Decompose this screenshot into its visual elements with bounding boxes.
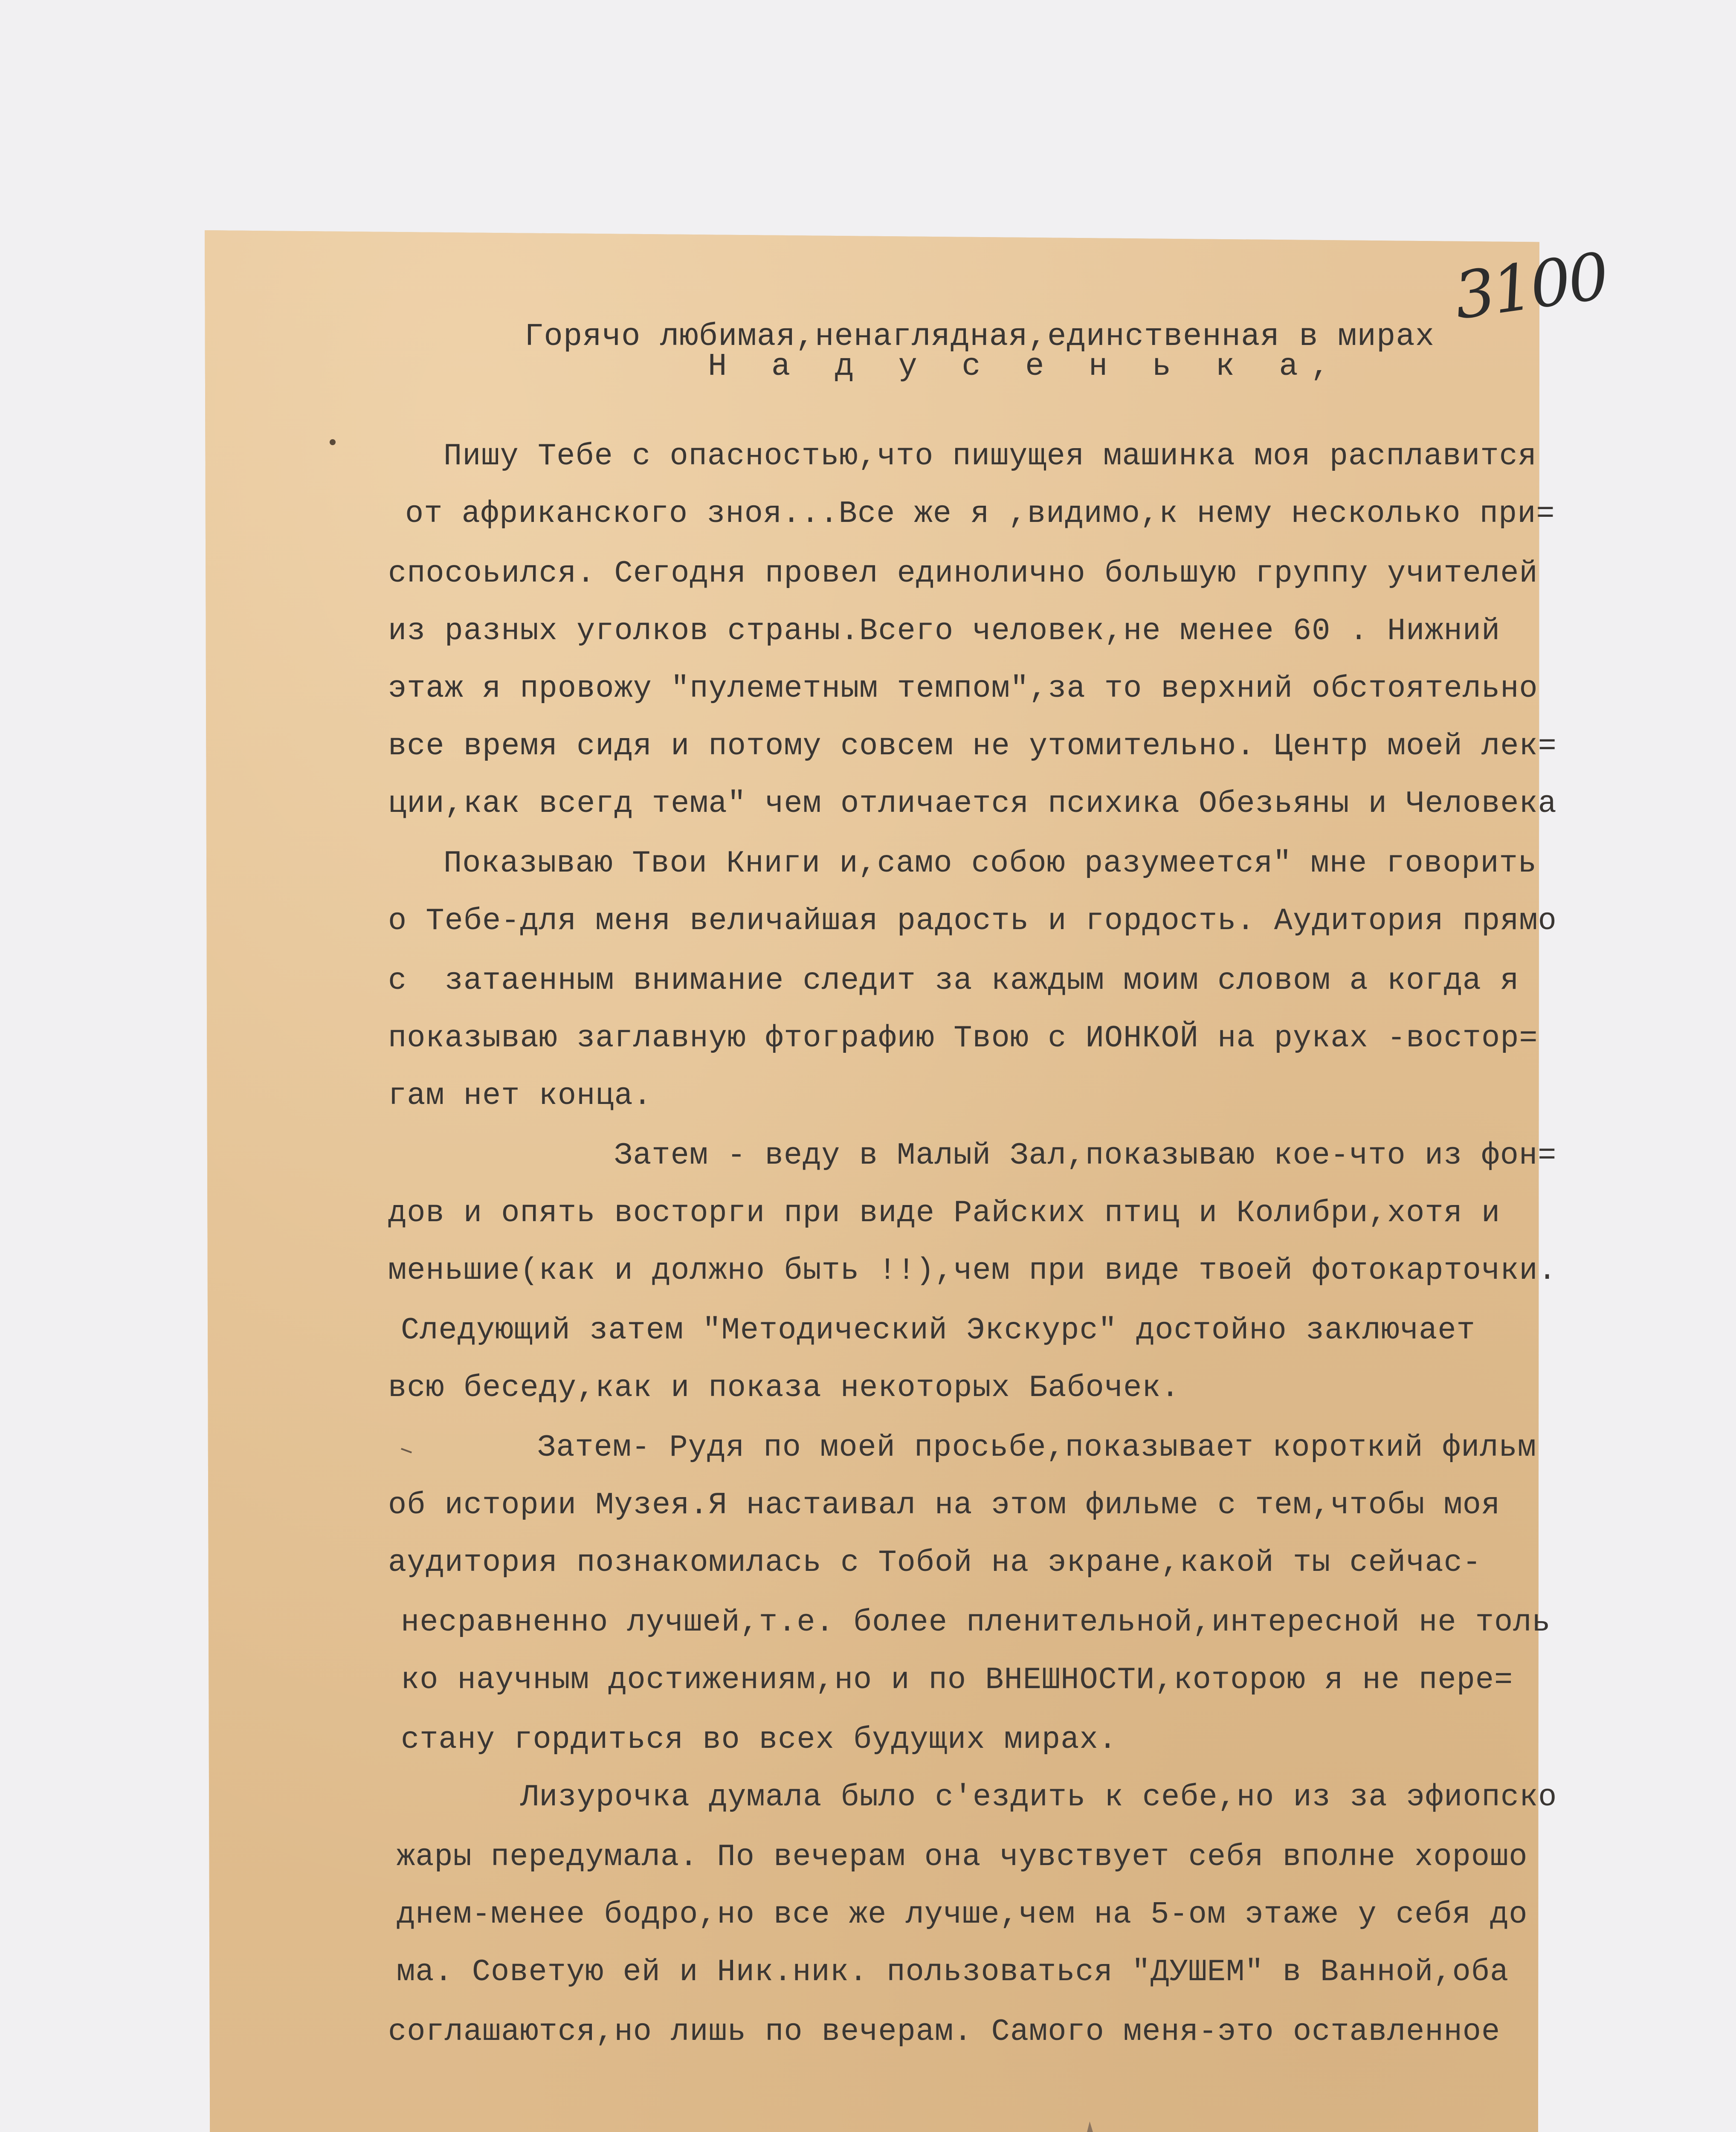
letter-line: соглашаются,но лишь по вечерам. Самого меня-это оставленное — [388, 2014, 1501, 2049]
letter-line: днем-менее бодро,но все же лучше,чем на 5-ом этаже у себя до — [397, 1897, 1528, 1932]
salutation-name: Н а д у с е н ь к а, — [708, 349, 1343, 385]
letter-line: дов и опять восторги при виде Райских птиц и Колибри,хотя и — [388, 1196, 1501, 1231]
letter-line: жары передумала. По вечерам она чувствует себя вполне хорошо — [397, 1839, 1528, 1874]
letter-line: ции,как всегд тема" чем отличается психика Обезьяны и Человека — [388, 786, 1557, 821]
letter-line: об истории Музея.Я настаивал на этом фильме с тем,чтобы моя — [388, 1488, 1501, 1523]
letter-line: ма. Советую ей и Ник.ник. пользоваться "ДУШЕМ" в Ванной,оба — [397, 1955, 1509, 1990]
letter-line: меньшие(как и должно быть !!),чем при виде твоей фотокарточки. — [388, 1253, 1557, 1288]
archive-page-number: 3100 — [1449, 239, 1611, 334]
letter-line: показываю заглавную фтографию Твою с ИОНКОЙ на руках -востор= — [388, 1021, 1538, 1056]
letter-line: ко научным достижениям,но и по ВНЕШНОСТИ,которою я не пере= — [401, 1663, 1513, 1697]
letter-line: из разных уголков страны.Всего человек,не менее 60 . Нижний — [388, 614, 1501, 649]
letter-line: этаж я провожу "пулеметным темпом",за то верхний обстоятельно — [388, 671, 1538, 706]
letter-line: Показываю Твои Книги и,само собою разумеется" мне говорить — [443, 846, 1537, 881]
letter-line: аудитория познакомилась с Тобой на экране,какой ты сейчас- — [388, 1545, 1482, 1580]
letter-line: несравненно лучшей,т.е. более пленительной,интересной не толь — [401, 1605, 1551, 1640]
letter-line: спосоьился. Сегодня провел единолично большую группу учителей — [388, 556, 1538, 591]
letter-line: Затем - веду в Малый Зал,показываю кое-что из фон= — [614, 1138, 1557, 1173]
letter-line: от африканского зноя...Все же я ,видимо,к нему несколько при= — [405, 496, 1555, 531]
letter-line: Лизурочка думала было с'ездить к себе,но из за эфиопско — [520, 1780, 1557, 1815]
letter-line: с затаенным внимание следит за каждым моим словом а когда я — [388, 963, 1519, 998]
letter-line: все время сидя и потому совсем не утомительно. Центр моей лек= — [388, 729, 1557, 764]
letter-line: гам нет конца. — [388, 1078, 652, 1113]
salutation-line: Горячо любимая,ненаглядная,единственная в мирах — [525, 319, 1435, 355]
letter-line: о Тебе-для меня величайшая радость и гордость. Аудитория прямо — [388, 904, 1557, 939]
letter-line: Следующий затем "Методический Экскурс" достойно заключает — [401, 1313, 1475, 1348]
letter-line: Затем- Рудя по моей просьбе,показывает короткий фильм — [537, 1430, 1536, 1465]
pencil-dot-mark — [330, 439, 336, 445]
letter-line: Пишу Тебе с опасностью,что пишущея машинка моя расплавится — [443, 439, 1537, 474]
letter-line: стану гордиться во всех будущих мирах. — [401, 1722, 1117, 1757]
letter-line: всю беседу,как и показа некоторых Бабочек. — [388, 1370, 1180, 1405]
